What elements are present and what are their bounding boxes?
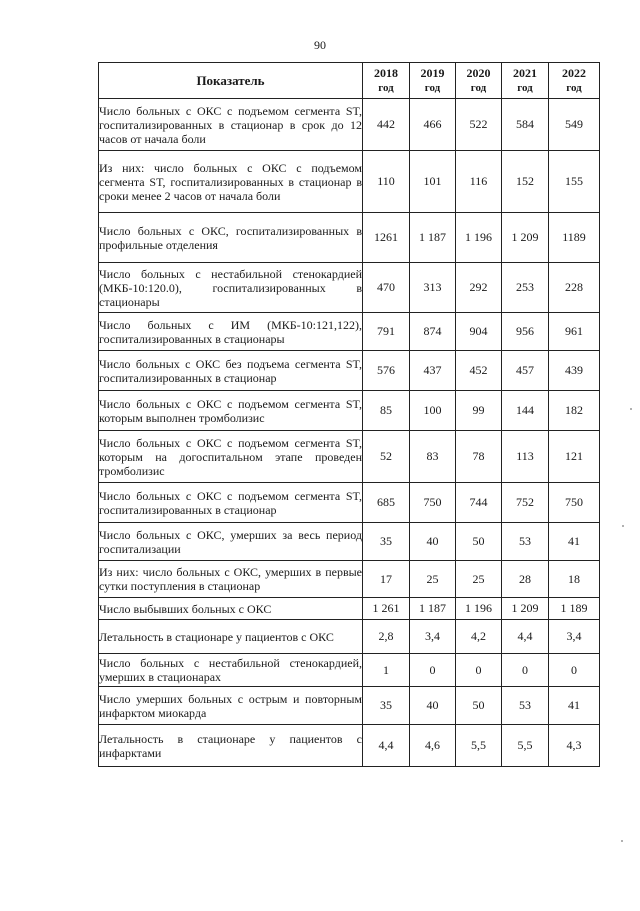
value-cell-2019: 1 187 [410, 598, 456, 620]
value-cell-2021: 144 [502, 391, 549, 431]
value-cell-2018: 2,8 [363, 620, 410, 654]
header-row [99, 63, 600, 99]
value-cell-2020: 4,2 [456, 620, 502, 654]
value-cell-2021: 5,5 [502, 725, 549, 767]
value-cell-2018: 4,4 [363, 725, 410, 767]
value-cell-2020: 1 196 [456, 213, 502, 263]
indicator-label: Летальность в стационаре у пациентов с инфарктами [99, 725, 363, 767]
year-header-2022 [549, 63, 600, 99]
table-row [99, 313, 600, 351]
value-cell-2018: 35 [363, 523, 410, 561]
value-cell-2019: 466 [410, 99, 456, 151]
year-header-2020 [456, 63, 502, 99]
value-cell-2019: 437 [410, 351, 456, 391]
value-cell-2022: 1189 [549, 213, 600, 263]
value-cell-2022: 121 [549, 431, 600, 483]
value-cell-2022: 0 [549, 654, 600, 687]
value-cell-2020: 452 [456, 351, 502, 391]
value-cell-2021: 1 209 [502, 598, 549, 620]
indicator-label: Число больных с нестабильной стенокардией (МКБ-10:120.0), госпитализированных в стационары [99, 263, 363, 313]
table-row [99, 561, 600, 598]
value-cell-2019: 100 [410, 391, 456, 431]
year-header-2021 [502, 63, 549, 99]
indicator-label: Число больных с нестабильной стенокардией, умерших в стационарах [99, 654, 363, 687]
value-cell-2019: 0 [410, 654, 456, 687]
year-label: 2022 [562, 65, 586, 80]
value-cell-2019: 3,4 [410, 620, 456, 654]
value-cell-2022: 961 [549, 313, 600, 351]
value-cell-2018: 110 [363, 151, 410, 213]
value-cell-2018: 442 [363, 99, 410, 151]
table-row [99, 620, 600, 654]
year-unit-label: год [470, 81, 487, 94]
value-cell-2019: 313 [410, 263, 456, 313]
scan-speck [621, 840, 623, 842]
value-cell-2022: 228 [549, 263, 600, 313]
statistics-table [98, 62, 600, 767]
table-row [99, 391, 600, 431]
value-cell-2021: 1 209 [502, 213, 549, 263]
indicator-label: Число больных с ОКС, умерших за весь период госпитализации [99, 523, 363, 561]
value-cell-2020: 522 [456, 99, 502, 151]
value-cell-2018: 35 [363, 687, 410, 725]
value-cell-2020: 116 [456, 151, 502, 213]
year-label: 2021 [513, 65, 537, 80]
table-row [99, 263, 600, 313]
indicator-label: Число больных с ОКС с подъемом сегмента ST, которым на догоспитальном этапе проведен тромболизис [99, 431, 363, 483]
indicator-label: Число выбывших больных с ОКС [99, 598, 363, 620]
value-cell-2022: 549 [549, 99, 600, 151]
value-cell-2021: 113 [502, 431, 549, 483]
value-cell-2019: 101 [410, 151, 456, 213]
value-cell-2018: 52 [363, 431, 410, 483]
year-label: 2019 [420, 65, 445, 80]
table-row [99, 654, 600, 687]
table-row [99, 523, 600, 561]
value-cell-2018: 685 [363, 483, 410, 523]
value-cell-2021: 752 [502, 483, 549, 523]
table-row [99, 483, 600, 523]
year-unit-label: год [378, 81, 394, 94]
value-cell-2021: 0 [502, 654, 549, 687]
value-cell-2022: 155 [549, 151, 600, 213]
value-cell-2018: 470 [363, 263, 410, 313]
year-header-2019 [410, 63, 456, 99]
year-label: 2018 [374, 65, 398, 80]
value-cell-2021: 28 [502, 561, 549, 598]
value-cell-2020: 744 [456, 483, 502, 523]
year-unit-label: год [566, 81, 582, 94]
indicator-label: Число больных с ОКС с подъемом сегмента ST, госпитализированных в стационар в срок до 12 часов от начала боли [99, 99, 363, 151]
value-cell-2021: 253 [502, 263, 549, 313]
value-cell-2019: 83 [410, 431, 456, 483]
value-cell-2022: 18 [549, 561, 600, 598]
indicator-label: Число умерших больных с острым и повторным инфарктом миокарда [99, 687, 363, 725]
table-row [99, 99, 600, 151]
scan-speck [630, 408, 632, 410]
indicator-label: Из них: число больных с ОКС с подъемом сегмента ST, госпитализированных в стационар в сроки менее 2 часов от начала боли [99, 151, 363, 213]
value-cell-2022: 750 [549, 483, 600, 523]
table-row [99, 725, 600, 767]
indicator-label: Летальность в стационаре у пациентов с ОКС [99, 620, 363, 654]
value-cell-2020: 50 [456, 687, 502, 725]
indicator-label: Число больных с ОКС с подъемом сегмента ST, которым выполнен тромболизис [99, 391, 363, 431]
indicator-label: Число больных с ОКС без подъема сегмента ST, госпитализированных в стационар [99, 351, 363, 391]
table-row [99, 213, 600, 263]
indicator-label: Из них: число больных с ОКС, умерших в первые сутки поступления в стационар [99, 561, 363, 598]
value-cell-2018: 1261 [363, 213, 410, 263]
value-cell-2022: 1 189 [549, 598, 600, 620]
value-cell-2019: 40 [410, 687, 456, 725]
value-cell-2018: 17 [363, 561, 410, 598]
value-cell-2019: 25 [410, 561, 456, 598]
year-unit-label: год [424, 81, 441, 94]
value-cell-2018: 1 [363, 654, 410, 687]
value-cell-2020: 5,5 [456, 725, 502, 767]
indicator-column-header: Показатель [99, 63, 363, 99]
value-cell-2018: 576 [363, 351, 410, 391]
table-row [99, 351, 600, 391]
value-cell-2019: 750 [410, 483, 456, 523]
value-cell-2021: 584 [502, 99, 549, 151]
value-cell-2021: 457 [502, 351, 549, 391]
value-cell-2019: 1 187 [410, 213, 456, 263]
value-cell-2020: 50 [456, 523, 502, 561]
indicator-label: Число больных с ИМ (МКБ-10:121,122), госпитализированных в стационары [99, 313, 363, 351]
value-cell-2020: 904 [456, 313, 502, 351]
value-cell-2020: 78 [456, 431, 502, 483]
value-cell-2019: 40 [410, 523, 456, 561]
table-row [99, 431, 600, 483]
value-cell-2021: 53 [502, 523, 549, 561]
value-cell-2020: 25 [456, 561, 502, 598]
value-cell-2022: 41 [549, 523, 600, 561]
value-cell-2022: 439 [549, 351, 600, 391]
table-row [99, 151, 600, 213]
value-cell-2020: 1 196 [456, 598, 502, 620]
year-label: 2020 [466, 65, 491, 80]
year-unit-label: год [517, 81, 533, 94]
value-cell-2020: 99 [456, 391, 502, 431]
indicator-label: Число больных с ОКС, госпитализированных в профильные отделения [99, 213, 363, 263]
table-row [99, 687, 600, 725]
value-cell-2022: 4,3 [549, 725, 600, 767]
value-cell-2021: 956 [502, 313, 549, 351]
value-cell-2021: 53 [502, 687, 549, 725]
year-header-2018 [363, 63, 410, 99]
table-row [99, 598, 600, 620]
value-cell-2019: 4,6 [410, 725, 456, 767]
value-cell-2020: 292 [456, 263, 502, 313]
indicator-label: Число больных с ОКС с подъемом сегмента ST, госпитализированных в стационар [99, 483, 363, 523]
value-cell-2021: 4,4 [502, 620, 549, 654]
value-cell-2021: 152 [502, 151, 549, 213]
scan-speck [622, 525, 624, 527]
value-cell-2022: 182 [549, 391, 600, 431]
value-cell-2020: 0 [456, 654, 502, 687]
value-cell-2018: 1 261 [363, 598, 410, 620]
value-cell-2022: 3,4 [549, 620, 600, 654]
value-cell-2022: 41 [549, 687, 600, 725]
page-number: 90 [314, 38, 326, 52]
value-cell-2018: 791 [363, 313, 410, 351]
value-cell-2018: 85 [363, 391, 410, 431]
value-cell-2019: 874 [410, 313, 456, 351]
